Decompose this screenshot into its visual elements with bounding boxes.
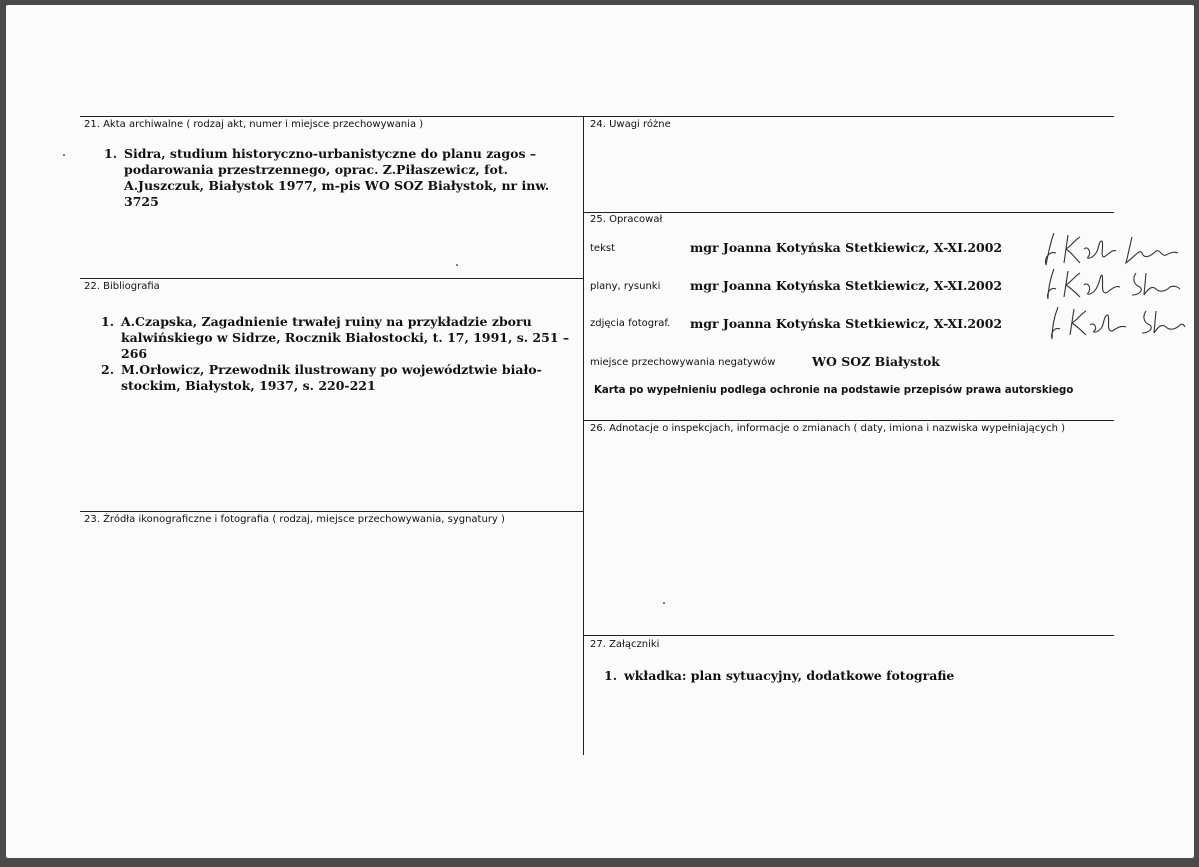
rule-top-left [80,116,584,117]
list-item: 1. A.Czapska, Zagadnienie trwałej ruiny na przykładzie zboru kalwińskiego w Sidrze, Rocznik Białostocki, t. 17, 1991, s. 251 – 266 [101,314,570,361]
rule-22 [80,278,584,279]
list-item: 1. Sidra, studium historyczno-urbanistyczne do planu zagos – podarowania przestrzennego, oprac. Z.Piłaszewicz, fot. A.Juszczuk, Białystok 1977, m-pis WO SOZ Białystok, nr inw. 3725 [104,146,550,209]
signature-photos [1046,301,1186,343]
prepared-plans-value: mgr Joanna Kotyńska Stetkiewicz, X-XI.2002 [690,278,1003,293]
signature-text [1040,227,1180,269]
negatives-label: miejsce przechowywania negatywów [590,357,776,368]
section-24-label: 24. Uwagi różne [590,119,671,130]
rule-23 [80,511,584,512]
rule-top-right [584,116,1114,117]
bibliography-list [101,314,576,394]
prepared-photos-value: mgr Joanna Kotyńska Stetkiewicz, X-XI.2002 [690,316,1003,331]
signature-plans [1042,265,1182,305]
section-23-label: 23. Źródła ikonograficzne i fotografia ( rodzaj, miejsce przechowywania, sygnatury ) [84,514,505,525]
prepared-text-label: tekst [590,243,615,254]
prepared-text-value: mgr Joanna Kotyńska Stetkiewicz, X-XI.2002 [690,240,1003,255]
prepared-plans-label: plany, rysunki [590,281,661,292]
paper-speck [63,154,65,156]
section-26-label: 26. Adnotacje o inspekcjach, informacje o zmianach ( daty, imiona i nazwiska wypełniających ) [590,423,1066,434]
record-card [6,5,1194,858]
copyright-notice: Karta po wypełnieniu podlega ochronie na podstawie przepisów prawa autorskiego [594,385,1074,396]
rule-divider [583,116,584,755]
list-item: 2. M.Orłowicz, Przewodnik ilustrowany po województwie biało-stockim, Białystok, 1937, s. 220-221 [101,362,542,393]
section-25-label: 25. Opracował [590,214,663,225]
rule-26 [584,420,1114,421]
section-22-label: 22. Bibliografia [84,281,160,292]
rule-25 [584,212,1114,213]
attachments-list [604,668,1104,684]
negatives-value: WO SOZ Białystok [812,354,940,369]
rule-27 [584,635,1114,636]
list-item: 1. wkładka: plan sytuacyjny, dodatkowe fotografie [604,668,955,683]
section-21-label: 21. Akta archiwalne ( rodzaj akt, numer i miejsce przechowywania ) [84,119,424,130]
prepared-photos-label: zdjęcia fotograf. [590,318,671,329]
section-27-label: 27. Załączniki [590,639,660,650]
archival-list [104,146,578,210]
paper-speck [663,602,665,604]
paper-speck [456,264,458,266]
